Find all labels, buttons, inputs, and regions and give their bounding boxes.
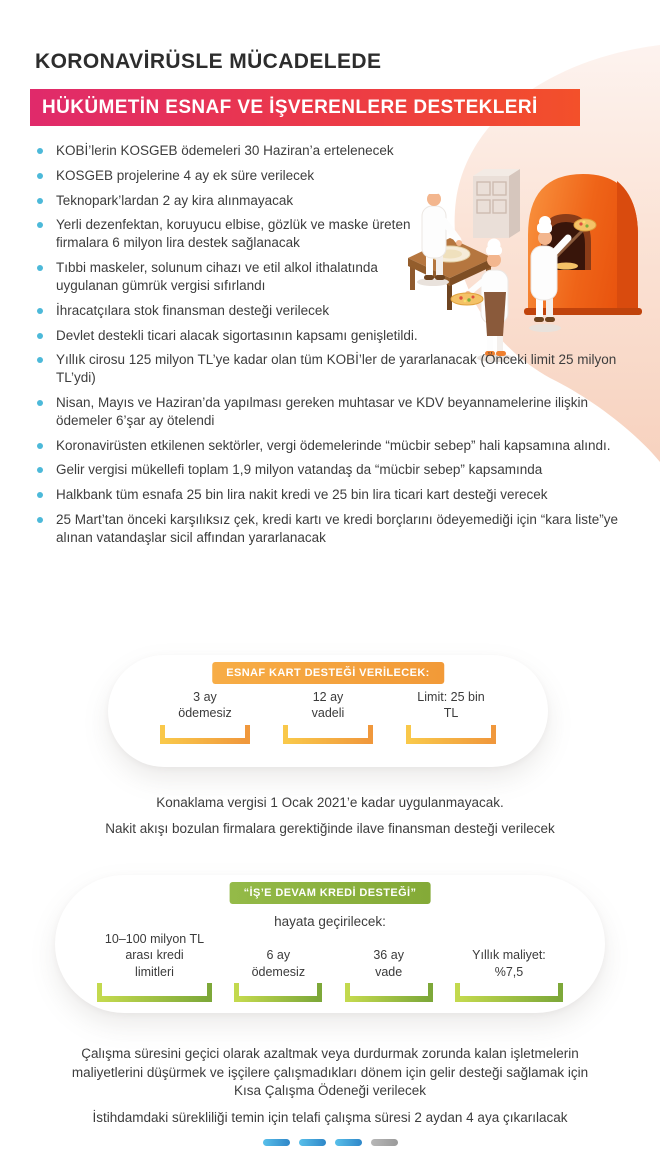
list-item: Devlet destekli ticari alacak sigortasının kapsamı genişletildi. [35, 327, 438, 345]
bracket-icon [455, 983, 563, 1002]
list-item: Teknopark’lardan 2 ay kira alınmayacak [35, 192, 438, 210]
kredi-card-item-label: 6 ay ödemesiz [251, 948, 306, 979]
pager-dash[interactable] [299, 1139, 326, 1146]
esnaf-card-item [160, 689, 250, 744]
kredi-card-item-label: 10–100 milyon TL arası kredi limitleri [104, 932, 205, 979]
list-item: Koronavirüsten etkilenen sektörler, vergi ödemelerinde “mücbir sebep” hali kapsamına alındı. [35, 437, 635, 455]
bracket-icon [406, 725, 496, 744]
list-item: Halkbank tüm esnafa 25 bin lira nakit kredi ve 25 bin lira ticari kart desteği verecek [35, 486, 635, 504]
esnaf-card-item [283, 689, 373, 744]
kredi-card-subtitle: hayata geçirilecek: [274, 914, 386, 929]
pager-dash[interactable] [263, 1139, 290, 1146]
list-item: 25 Mart’tan önceki karşılıksız çek, kredi kartı ve kredi borçlarını ödeyemediği için “kara liste”ye alınan vatandaşlar sicil affından yararlanacak [35, 511, 635, 547]
list-item: Nisan, Mayıs ve Haziran’da yapılması gereken muhtasar ve KDV beyannamelerine ilişkin ödemeler 6’şar ay ötelendi [35, 394, 635, 430]
kredi-card-items [55, 931, 605, 1002]
bracket-icon [97, 983, 212, 1002]
esnaf-card-item-label: 12 ay vadeli [311, 690, 345, 721]
list-item: Tıbbi maskeler, solunum cihazı ve etil alkol ithalatında uygulanan gümrük vergisi sıfırlandı [35, 259, 438, 295]
page-subtitle-bar [30, 89, 580, 126]
kredi-card-item-label: 36 ay vade [373, 948, 404, 979]
note-kisa-calisma-odenegi: Çalışma süresini geçici olarak azaltmak veya durdurmak zorunda kalan işletmelerin maliyetlerini düşürmek ve işçilere çalışmadıkları dönem için gelir desteği sağlamak için Kısa Çalışma Ödeneği verilecek [71, 1046, 589, 1099]
note-konaklama-vergisi: Konaklama vergisi 1 Ocak 2021’e kadar uygulanmayacak. [156, 795, 504, 810]
note-ilave-finansman: Nakit akışı bozulan firmalara gerektiğinde ilave finansman desteği verilecek [105, 821, 555, 836]
bracket-icon [234, 983, 322, 1002]
list-item: Yerli dezenfektan, koruyucu elbise, gözlük ve maske üreten firmalara 6 milyon lira destek sağlanacak [35, 216, 438, 252]
kredi-card-item [345, 947, 433, 1002]
esnaf-card-item-label: 3 ay ödemesiz [178, 690, 232, 721]
pager-dash[interactable] [335, 1139, 362, 1146]
list-item: KOSGEB projelerine 4 ay ek süre verilecek [35, 167, 438, 185]
esnaf-card-badge: ESNAF KART DESTEĞİ VERİLECEK: [212, 662, 444, 684]
carousel-pager [0, 1139, 660, 1146]
esnaf-card-item-label: Limit: 25 bin TL [417, 690, 485, 721]
pager-dash[interactable] [371, 1139, 398, 1146]
bracket-icon [283, 725, 373, 744]
kredi-card-item [455, 947, 563, 1002]
page-title: KORONAVİRÜSLE MÜCADELEDE [35, 50, 382, 73]
kredi-card-item [97, 931, 212, 1002]
ise-devam-kredi-card [55, 875, 605, 1013]
list-item: Yıllık cirosu 125 milyon TL’ye kadar olan tüm KOBİ’ler de yararlanacak (Önceki limit 25 milyon TL’ydi) [35, 351, 635, 387]
support-bullet-list [35, 142, 635, 554]
list-item: KOBİ’lerin KOSGEB ödemeleri 30 Haziran’a ertelenecek [35, 142, 438, 160]
bracket-icon [345, 983, 433, 1002]
list-item: İhracatçılara stok finansman desteği verilecek [35, 302, 438, 320]
list-item: Gelir vergisi mükellefi toplam 1,9 milyon vatandaş da “mücbir sebep” kapsamında [35, 461, 635, 479]
kredi-card-badge: “İŞ’E DEVAM KREDİ DESTEĞİ” [230, 882, 431, 904]
bracket-icon [160, 725, 250, 744]
esnaf-card-support-card [108, 655, 548, 767]
esnaf-card-item [406, 689, 496, 744]
kredi-card-item-label: Yıllık maliyet: %7,5 [472, 948, 546, 979]
kredi-card-item [234, 947, 322, 1002]
note-telafi-calisma: İstihdamdaki sürekliliği temin için telafi çalışma süresi 2 aydan 4 aya çıkarılacak [92, 1110, 568, 1125]
esnaf-card-items [108, 689, 548, 744]
page-subtitle: HÜKÜMETİN ESNAF VE İŞVERENLERE DESTEKLERİ [42, 96, 538, 118]
